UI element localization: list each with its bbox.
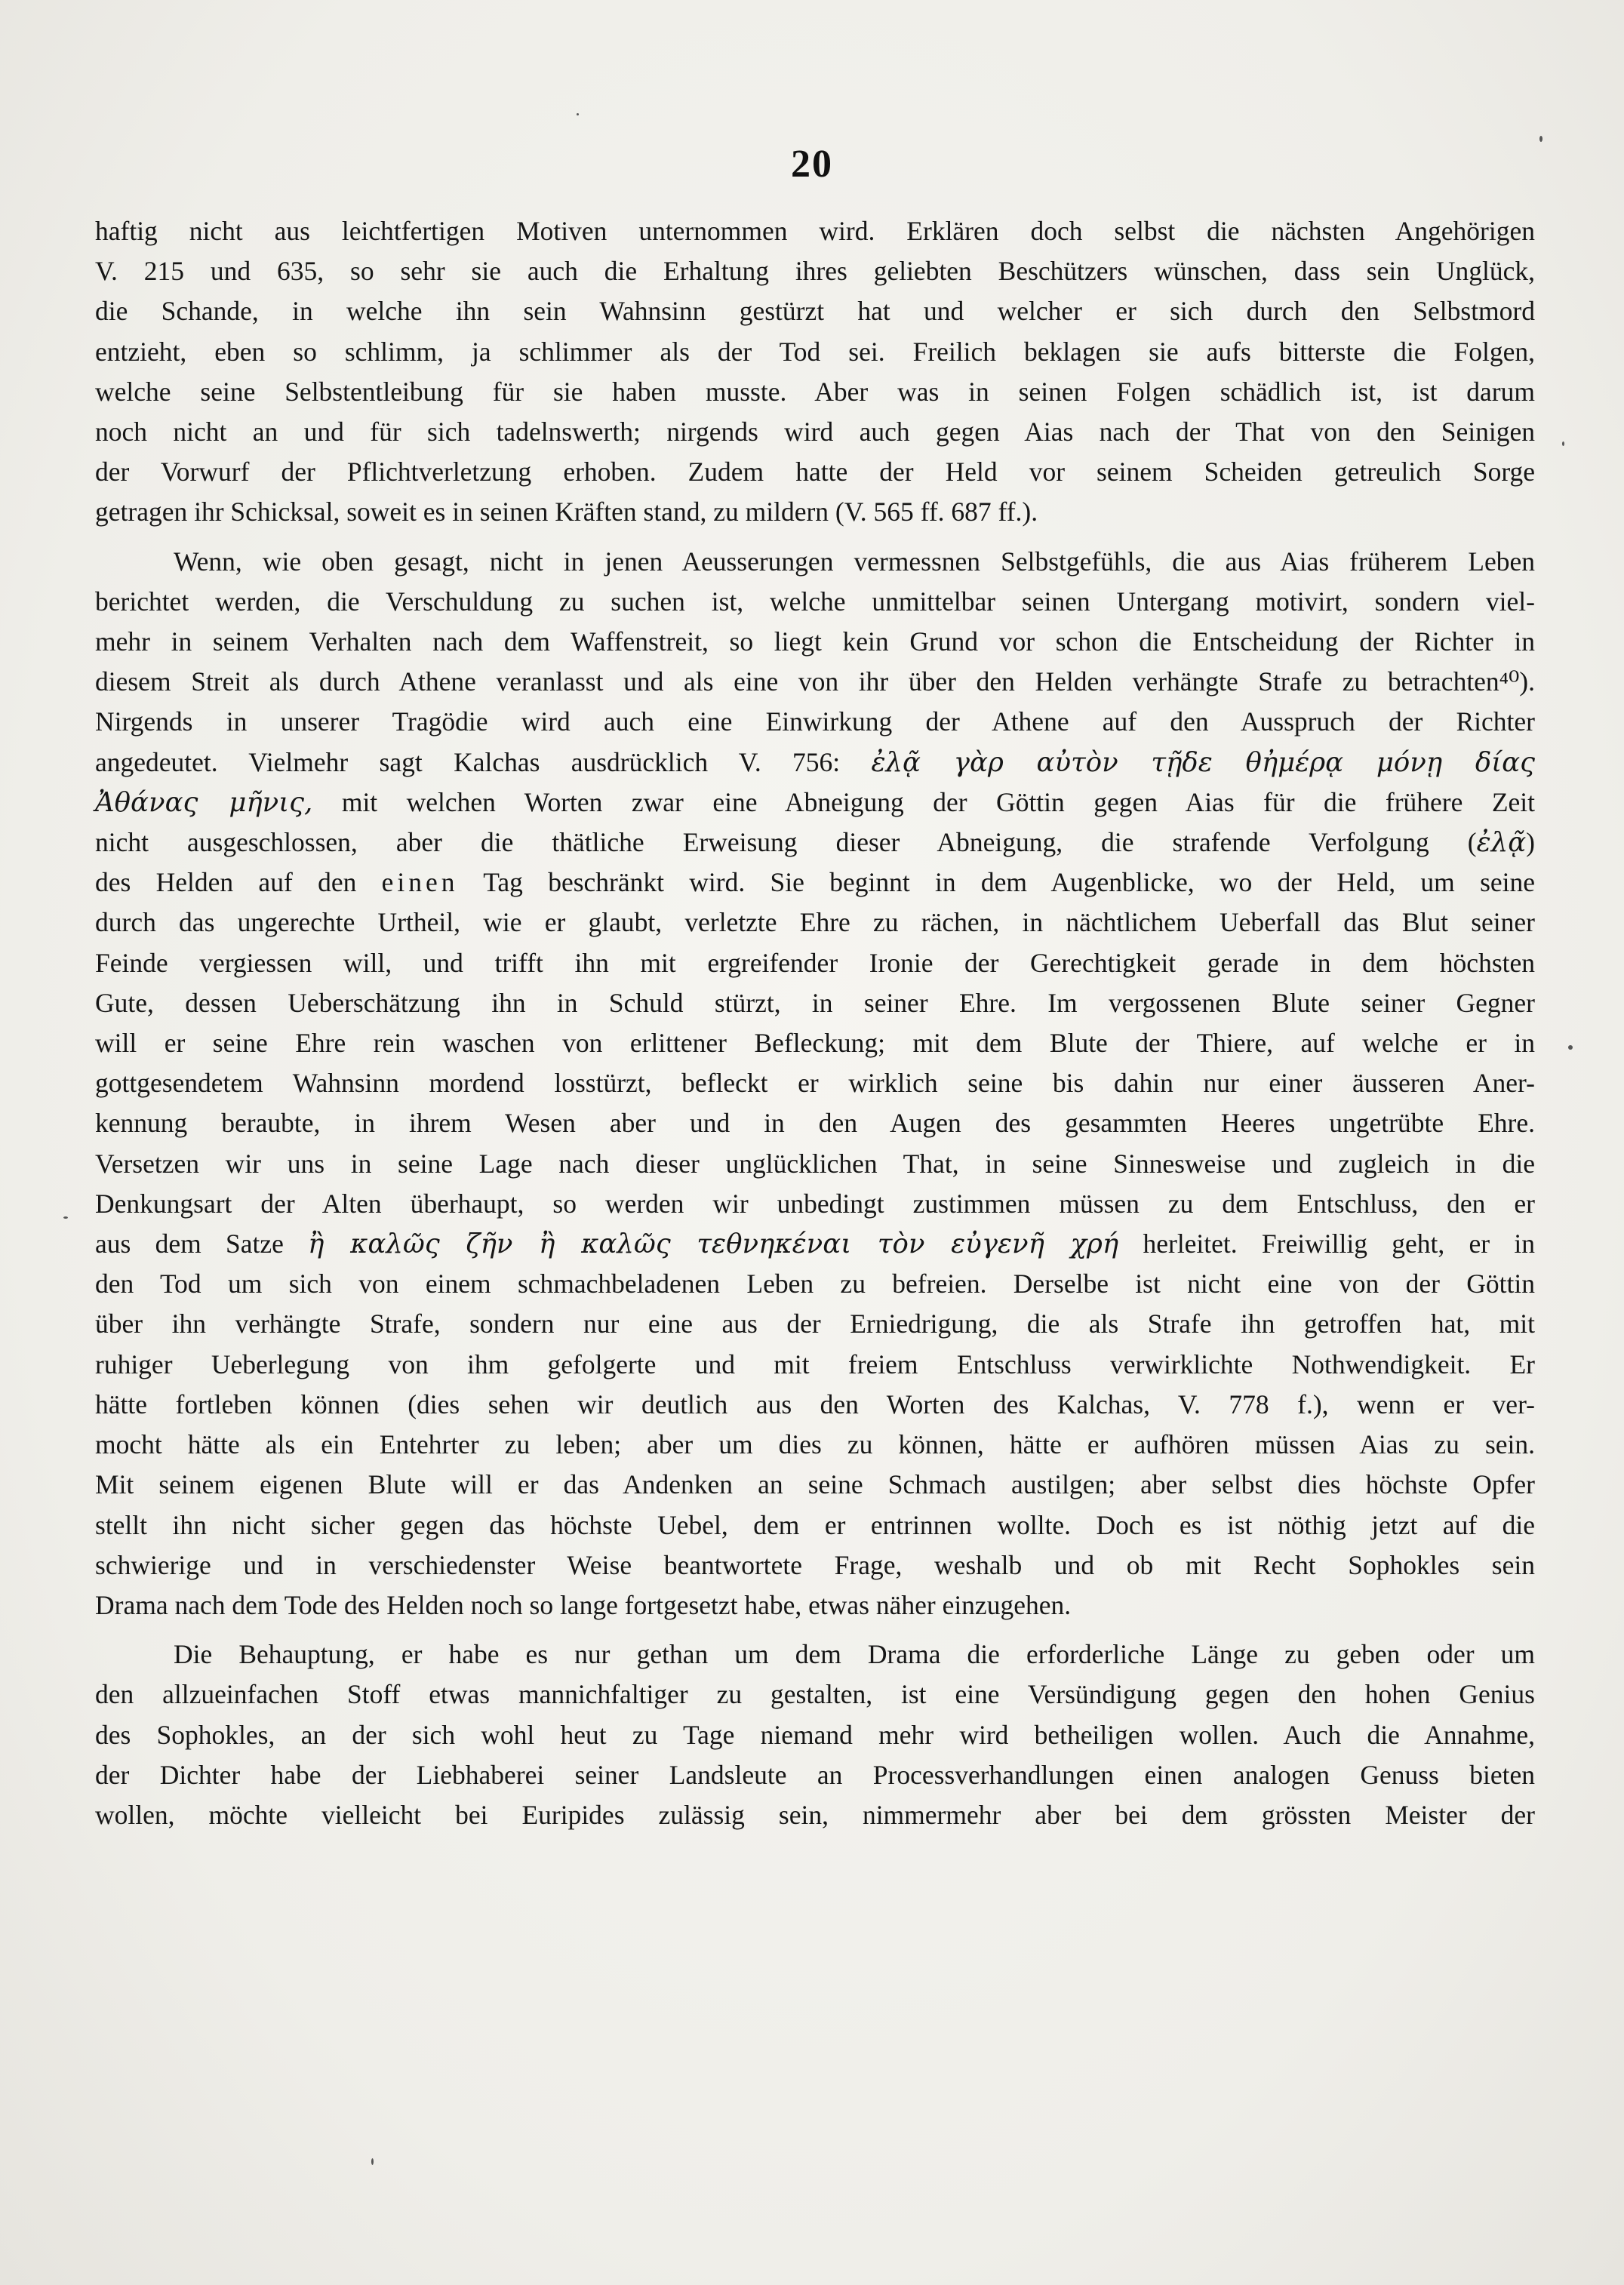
- text-line: den allzueinfachen Stoff etwas mannichfaltiger zu gestalten, ist eine Versündigung gegen den hohen Genius: [95, 1679, 1535, 1710]
- text-line: diesem Streit als durch Athene veranlasst und als eine von ihr über den Helden verhängte Strafe zu betrachten⁴⁰).: [95, 666, 1535, 697]
- text-line: wollen, möchte vielleicht bei Euripides zulässig sein, nimmermehr aber bei dem grössten Meister der: [95, 1799, 1535, 1830]
- text-line: Gute, dessen Ueberschätzung ihn in Schuld stürzt, in seiner Ehre. Im vergossenen Blute seiner Gegner: [95, 987, 1535, 1018]
- text-line: Nirgends in unserer Tragödie wird auch eine Einwirkung der Athene auf den Ausspruch der Richter: [95, 706, 1535, 737]
- scan-speck: [1568, 1045, 1573, 1050]
- greek-quote: Ἀθάνας μῆνις,: [95, 786, 313, 818]
- text-segment: ): [1526, 827, 1535, 858]
- paragraph-2: [95, 542, 1535, 1625]
- text-line: will er seine Ehre rein waschen von erlittener Befleckung; mit dem Blute der Thiere, auf welche er in: [95, 1028, 1535, 1059]
- text-segment: Tag beschränkt wird. Sie beginnt in dem Augenblicke, wo der Held, um seine: [483, 867, 1536, 898]
- text-line: Drama nach dem Tode des Helden noch so lange fortgesetzt habe, etwas näher einzugehen.: [95, 1589, 1072, 1620]
- text-line: schwierige und in verschiedenster Weise beantwortete Frage, weshalb und ob mit Recht Sophokles sein: [95, 1549, 1535, 1580]
- page-number: 20: [791, 143, 833, 186]
- scan-speck: [371, 2158, 374, 2165]
- text-line: kennung beraubte, in ihrem Wesen aber und in den Augen des gesammten Heeres ungetrübte Ehre.: [95, 1108, 1535, 1139]
- text-line: Feinde vergiessen will, und trifft ihn mit ergreifender Ironie der Gerechtigkeit gerade in dem höchsten: [95, 947, 1535, 978]
- text-line-with-greek: [95, 743, 1535, 783]
- scan-speck: [63, 1216, 68, 1219]
- greek-quote: ἐλᾷ γὰρ αὐτὸν τῇδε θἠμέρᾳ μόνῃ δίας: [871, 746, 1535, 778]
- text-line: Mit seinem eigenen Blute will er das Andenken an seine Schmach austilgen; aber selbst dies höchste Opfer: [95, 1469, 1535, 1500]
- text-line: den Tod um sich von einem schmachbeladenen Leben zu befreien. Derselbe ist nicht eine von der Göttin: [95, 1269, 1535, 1299]
- greek-quote: ἢ καλῶς ζῆν ἢ καλῶς τεθνηκέναι τὸν εὐγενῆ χρή: [308, 1229, 1119, 1260]
- text-line: des Sophokles, an der sich wohl heut zu Tage niemand mehr wird betheiligen wollen. Auch die Annahme,: [95, 1719, 1535, 1750]
- text-line: gottgesendetem Wahnsinn mordend losstürzt, befleckt er wirklich seine bis dahin nur einer äusseren Aner-: [95, 1068, 1535, 1099]
- text-line: haftig nicht aus leichtfertigen Motiven unternommen wird. Erklären doch selbst die nächsten Angehörigen: [95, 216, 1535, 246]
- text-line: der Vorwurf der Pflichtverletzung erhoben. Zudem hatte der Held vor seinem Scheiden getreulich Sorge: [95, 457, 1535, 487]
- paragraph-3: [95, 1635, 1535, 1835]
- text-line: mocht hätte als ein Entehrter zu leben; aber um dies zu können, hätte er aufhören müssen Aias zu sein.: [95, 1429, 1535, 1460]
- text-segment: mit welchen Worten zwar eine Abneigung der Göttin gegen Aias für die frühere Zeit: [341, 786, 1536, 817]
- spaced-emphasis: einen: [381, 867, 459, 898]
- text-line: ruhiger Ueberlegung von ihm gefolgerte und mit freiem Entschluss verwirklichte Nothwendigkeit. Er: [95, 1349, 1535, 1379]
- text-line: berichtet werden, die Verschuldung zu suchen ist, welche unmittelbar seinen Untergang motivirt, sondern viel-: [95, 586, 1535, 617]
- text-line: Die Behauptung, er habe es nur gethan um dem Drama die erforderliche Länge zu geben oder um: [174, 1639, 1535, 1670]
- scan-speck: [1562, 441, 1564, 446]
- text-line: V. 215 und 635, so sehr sie auch die Erhaltung ihres geliebten Beschützers wünschen, dass sein Unglück,: [95, 256, 1535, 287]
- text-line: durch das ungerechte Urtheil, wie er glaubt, verletzte Ehre zu rächen, in nächtlichem Ueberfall das Blut seiner: [95, 907, 1535, 938]
- body-text: [95, 211, 1535, 1835]
- greek-word: ἐλᾷ: [1476, 827, 1527, 859]
- text-line: stellt ihn nicht sicher gegen das höchste Uebel, dem er entrinnen wollte. Doch es ist nöthig jetzt auf die: [95, 1509, 1535, 1540]
- text-line: Wenn, wie oben gesagt, nicht in jenen Aeusserungen vermessnen Selbstgefühls, die aus Aias früherem Leben: [174, 546, 1535, 577]
- text-line-with-greek: [95, 1224, 1535, 1264]
- text-line: getragen ihr Schicksal, soweit es in seinen Kräften stand, zu mildern (V. 565 ff. 687 ff.).: [95, 497, 1038, 527]
- text-segment: aus dem Satze: [95, 1229, 284, 1259]
- text-line: Denkungsart der Alten überhaupt, so werden wir unbedingt zustimmen müssen zu dem Entschluss, den er: [95, 1188, 1535, 1219]
- text-line: Versetzen wir uns in seine Lage nach dieser unglücklichen That, in seine Sinnesweise und zugleich in die: [95, 1148, 1535, 1179]
- text-line: hätte fortleben können (dies sehen wir deutlich aus den Worten des Kalchas, V. 778 f.), wenn er ver-: [95, 1389, 1535, 1419]
- text-line-with-spaced: [95, 863, 1535, 903]
- text-line-with-greek: [95, 783, 1535, 823]
- text-line: noch nicht an und für sich tadelnswerth; nirgends wird auch gegen Aias nach der That von den Seinigen: [95, 417, 1535, 447]
- text-line: über ihn verhängte Strafe, sondern nur eine aus der Erniedrigung, die als Strafe ihn getroffen hat, mit: [95, 1309, 1535, 1339]
- text-line: entzieht, eben so schlimm, ja schlimmer als der Tod sei. Freilich beklagen sie aufs bitterste die Folgen,: [95, 336, 1535, 367]
- scan-speck: [577, 113, 579, 115]
- text-segment: herleitet. Freiwillig geht, er in: [1143, 1229, 1535, 1259]
- text-line: der Dichter habe der Liebhaberei seiner Landsleute an Processverhandlungen einen analogen Genuss bieten: [95, 1759, 1535, 1790]
- text-line: welche seine Selbstentleibung für sie haben musste. Aber was in seinen Folgen schädlich ist, ist darum: [95, 376, 1535, 407]
- text-segment: nicht ausgeschlossen, aber die thätliche Erweisung dieser Abneigung, die strafende Verfolgung (: [95, 827, 1477, 858]
- paragraph-1: [95, 211, 1535, 533]
- text-line: die Schande, in welche ihn sein Wahnsinn gestürzt hat und welcher er sich durch den Selbstmord: [95, 296, 1535, 327]
- text-line-with-greek: [95, 823, 1535, 863]
- scan-speck: [1539, 136, 1542, 142]
- text-segment: des Helden auf den: [95, 867, 357, 898]
- text-segment: angedeutet. Vielmehr sagt Kalchas ausdrücklich V. 756:: [95, 746, 841, 777]
- text-line: mehr in seinem Verhalten nach dem Waffenstreit, so liegt kein Grund vor schon die Entscheidung der Richter in: [95, 626, 1535, 657]
